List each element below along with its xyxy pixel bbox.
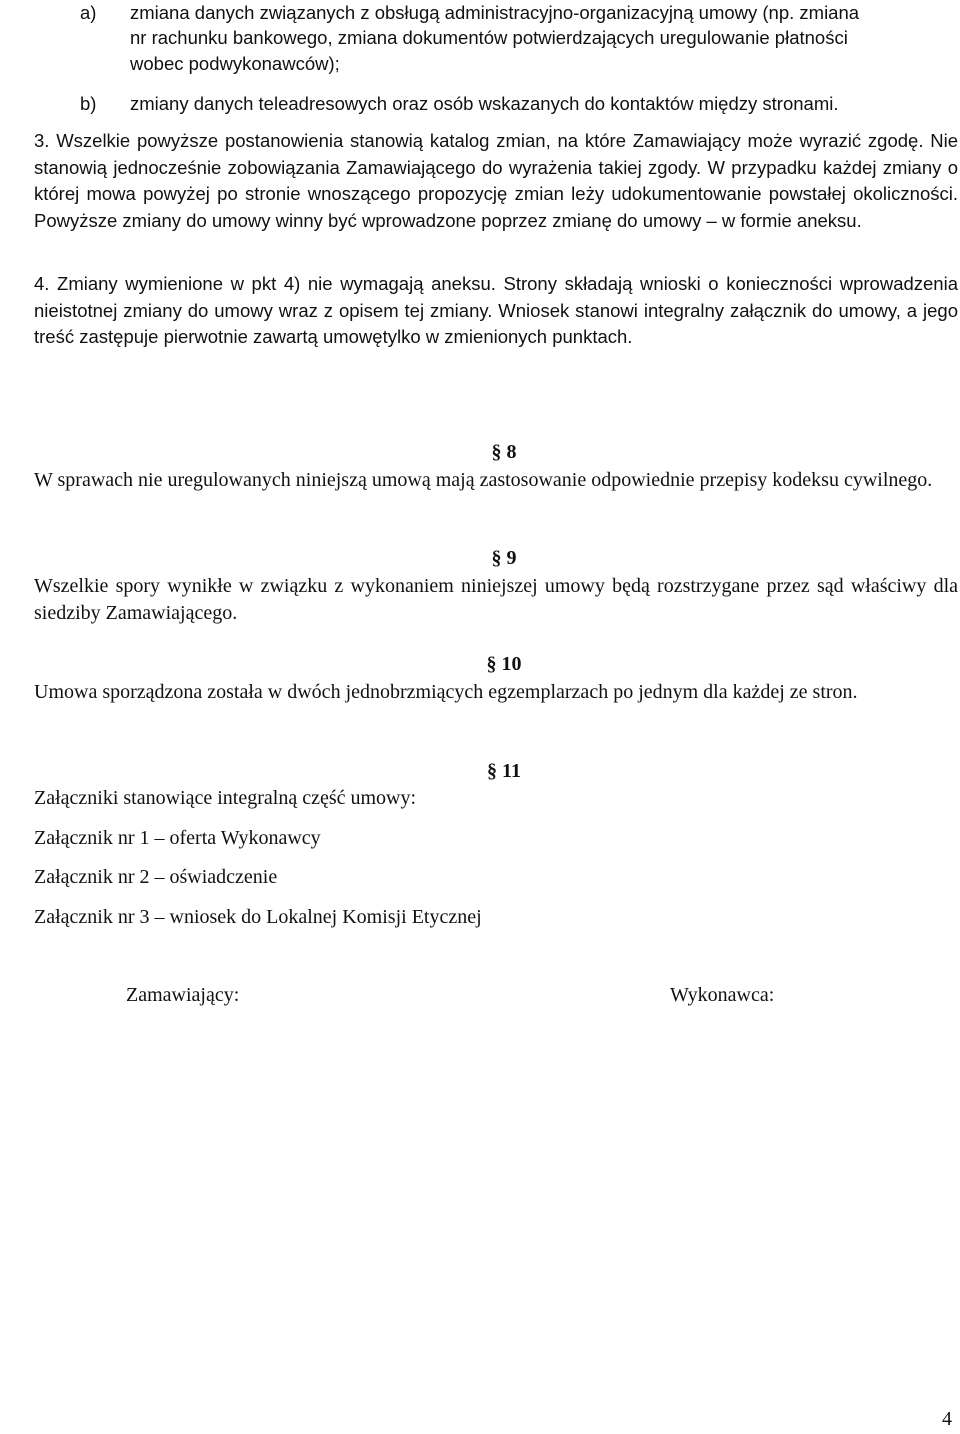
point-4-text: 4. Zmiany wymienione w pkt 4) nie wymagają aneksu. Strony składają wnioski o konieczności wprowadzenia nieistotnej zmiany do umowy wraz z opisem tej zmiany. Wniosek stanowi integralny załącznik do umowy, a jego treść zastępuje pierwotnie zawartą umowętylko w zmienionych punktach.	[34, 273, 958, 347]
list-item-a-line1: zmiana danych związanych z obsługą administracyjno-organizacyjną umowy (np. zmiana	[130, 2, 860, 23]
list-item-a-marker: a)	[80, 2, 97, 23]
section-11-heading: § 11	[487, 760, 521, 782]
signature-label-contractor: Wykonawca:	[670, 984, 775, 1006]
section-9-heading: § 9	[491, 547, 517, 569]
list-item-b-marker: b)	[80, 93, 97, 114]
section-9-text: Wszelkie spory wynikłe w związku z wykonaniem niniejszej umowy będą rozstrzygane przez sąd właściwy dla siedziby Zamawiającego.	[34, 575, 958, 624]
page-number: 4	[942, 1408, 952, 1430]
section-10-heading: § 10	[486, 653, 522, 675]
point-3-text: 3. Wszelkie powyższe postanowienia stanowią katalog zmian, na które Zamawiający może wyrazić zgodę. Nie stanowią jednocześnie zobowiązania Zamawiającego do wyrażenia takiej zgody. W przypadku każdej zmiany o której mowa powyżej po stronie wnoszącego propozycję zmian leży udokumentowanie powstałej okoliczności. Powyższe zmiany do umowy winny być wprowadzone poprzez zmianę do umowy – w formie aneksu.	[34, 130, 958, 231]
paragraph-point-3	[34, 128, 958, 234]
attachment-2: Załącznik nr 2 – oświadczenie	[34, 866, 278, 888]
attachment-1: Załącznik nr 1 – oferta Wykonawcy	[34, 827, 321, 849]
section-8-heading: § 8	[491, 441, 517, 463]
paragraph-point-4	[34, 271, 958, 351]
attachment-3: Załącznik nr 3 – wniosek do Lokalnej Komisji Etycznej	[34, 906, 482, 928]
list-item-a-line2: nr rachunku bankowego, zmiana dokumentów potwierdzających uregulowanie płatności	[130, 27, 848, 48]
section-10-text: Umowa sporządzona została w dwóch jednobrzmiących egzemplarzach po jednym dla każdej ze stron.	[34, 681, 858, 703]
list-item-a-line3: wobec podwykonawców);	[130, 53, 340, 74]
section-8-text: W sprawach nie uregulowanych niniejszą umową mają zastosowanie odpowiednie przepisy kodeksu cywilnego.	[34, 469, 933, 491]
signature-label-contracting-party: Zamawiający:	[126, 984, 240, 1006]
list-item-b-text: zmiany danych teleadresowych oraz osób wskazanych do kontaktów między stronami.	[130, 93, 839, 114]
section-11-text: Załączniki stanowiące integralną część umowy:	[34, 787, 417, 809]
